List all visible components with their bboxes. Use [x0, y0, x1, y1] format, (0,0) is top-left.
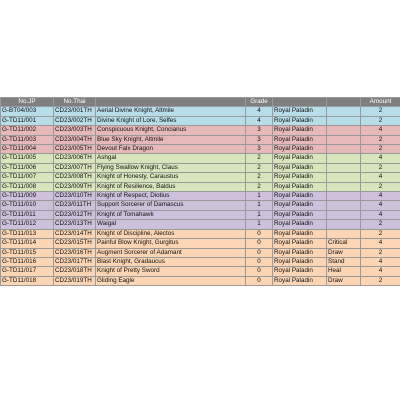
cell-amount: 2: [361, 116, 400, 125]
cell-no-jp: G-TD11/007: [1, 173, 54, 182]
header-no-thai: No.Thai: [54, 98, 96, 107]
cell-no-jp: G-TD11/008: [1, 182, 54, 191]
cell-no-thai: CD23/014TH: [54, 229, 96, 238]
cell-amount: 2: [361, 107, 400, 116]
table-row: [1, 239, 400, 248]
cell-grade: 2: [246, 154, 273, 163]
cell-no-jp: G-TD11/012: [1, 220, 54, 229]
cell-trigger: [327, 173, 361, 182]
cell-no-thai: CD23/009TH: [54, 182, 96, 191]
cell-no-jp: G-TD11/015: [1, 248, 54, 257]
cell-no-thai: CD23/010TH: [54, 192, 96, 201]
cell-no-thai: CD23/015TH: [54, 239, 96, 248]
cell-no-thai: CD23/001TH: [54, 107, 96, 116]
cell-no-thai: CD23/017TH: [54, 257, 96, 266]
cell-amount: 4: [361, 173, 400, 182]
cell-no-jp: G-TD11/006: [1, 163, 54, 172]
cell-amount: 4: [361, 154, 400, 163]
cell-card-name: Blast Knight, Gradaucus: [96, 257, 246, 266]
cell-amount: 4: [361, 201, 400, 210]
cell-no-thai: CD23/018TH: [54, 267, 96, 276]
cell-clan: Royal Paladin: [273, 257, 327, 266]
cell-no-thai: CD23/003TH: [54, 126, 96, 135]
cell-card-name: Knight of Discipline, Alectos: [96, 229, 246, 238]
cell-grade: 3: [246, 135, 273, 144]
cell-trigger: Critical: [327, 239, 361, 248]
cell-no-jp: G-TD11/014: [1, 239, 54, 248]
cell-grade: 1: [246, 201, 273, 210]
cell-no-thai: CD23/012TH: [54, 210, 96, 219]
cell-clan: Royal Paladin: [273, 267, 327, 276]
cell-grade: 0: [246, 257, 273, 266]
cell-no-thai: CD23/002TH: [54, 116, 96, 125]
cell-no-jp: G-TD11/001: [1, 116, 54, 125]
cell-grade: 0: [246, 239, 273, 248]
cell-card-name: Knight of Tomahawk: [96, 210, 246, 219]
header-grade: Grade: [246, 98, 273, 107]
cell-grade: 4: [246, 116, 273, 125]
cell-clan: Royal Paladin: [273, 145, 327, 154]
cell-trigger: Stand: [327, 257, 361, 266]
cell-clan: Royal Paladin: [273, 182, 327, 191]
cell-card-name: Knight of Respect, Diotius: [96, 192, 246, 201]
cell-card-name: Support Sorcerer of Damascus: [96, 201, 246, 210]
header-row: [1, 98, 400, 107]
cell-trigger: [327, 135, 361, 144]
cell-card-name: Augment Sorcerer of Adamant: [96, 248, 246, 257]
cell-no-thai: CD23/008TH: [54, 173, 96, 182]
table-row: [1, 248, 400, 257]
cell-clan: Royal Paladin: [273, 192, 327, 201]
table-row: [1, 210, 400, 219]
cell-no-jp: G-TD11/002: [1, 126, 54, 135]
cell-grade: 3: [246, 145, 273, 154]
cell-amount: 2: [361, 163, 400, 172]
cell-grade: 0: [246, 267, 273, 276]
cell-trigger: [327, 229, 361, 238]
cell-no-thai: CD23/011TH: [54, 201, 96, 210]
table-row: [1, 116, 400, 125]
cell-no-jp: G-TD11/005: [1, 154, 54, 163]
cell-trigger: [327, 154, 361, 163]
table-row: [1, 201, 400, 210]
cell-card-name: Gliding Eagle: [96, 276, 246, 285]
cell-no-jp: G-TD11/017: [1, 267, 54, 276]
table-row: [1, 192, 400, 201]
cell-amount: 2: [361, 248, 400, 257]
cell-amount: 4: [361, 126, 400, 135]
cell-grade: 0: [246, 229, 273, 238]
table-row: [1, 276, 400, 285]
cell-trigger: Draw: [327, 248, 361, 257]
cell-no-jp: G-TD11/011: [1, 210, 54, 219]
cell-card-name: Knight of Resilience, Baldus: [96, 182, 246, 191]
cell-card-name: Waigal: [96, 220, 246, 229]
cell-clan: Royal Paladin: [273, 116, 327, 125]
header-no-jp: No.JP: [1, 98, 54, 107]
cell-clan: Royal Paladin: [273, 126, 327, 135]
cell-amount: 2: [361, 145, 400, 154]
cell-grade: 3: [246, 126, 273, 135]
cell-amount: 2: [361, 135, 400, 144]
cell-grade: 1: [246, 210, 273, 219]
cell-trigger: [327, 145, 361, 154]
table-row: [1, 257, 400, 266]
cell-amount: 4: [361, 210, 400, 219]
header-amount: Amount: [361, 98, 400, 107]
cell-amount: 2: [361, 220, 400, 229]
card-list-table: [0, 97, 400, 286]
cell-trigger: [327, 163, 361, 172]
cell-no-jp: G-TD11/009: [1, 192, 54, 201]
cell-trigger: Draw: [327, 276, 361, 285]
table-row: [1, 163, 400, 172]
cell-grade: 2: [246, 163, 273, 172]
cell-no-thai: CD23/005TH: [54, 145, 96, 154]
cell-clan: Royal Paladin: [273, 210, 327, 219]
cell-card-name: Devout Falx Dragon: [96, 145, 246, 154]
cell-trigger: [327, 220, 361, 229]
cell-clan: Royal Paladin: [273, 201, 327, 210]
cell-grade: 1: [246, 220, 273, 229]
cell-grade: 2: [246, 182, 273, 191]
table-row: [1, 229, 400, 238]
table-row: [1, 145, 400, 154]
header-trigger: [327, 98, 361, 107]
cell-trigger: [327, 192, 361, 201]
cell-no-jp: G-BT04/003: [1, 107, 54, 116]
cell-card-name: Conspicuous Knight, Concianus: [96, 126, 246, 135]
cell-trigger: [327, 201, 361, 210]
cell-grade: 0: [246, 248, 273, 257]
cell-card-name: Aerial Divine Knight, Altmile: [96, 107, 246, 116]
cell-grade: 0: [246, 276, 273, 285]
cell-card-name: Blue Sky Knight, Altmile: [96, 135, 246, 144]
cell-clan: Royal Paladin: [273, 248, 327, 257]
table-row: [1, 173, 400, 182]
cell-clan: Royal Paladin: [273, 173, 327, 182]
cell-clan: Royal Paladin: [273, 135, 327, 144]
cell-no-thai: CD23/006TH: [54, 154, 96, 163]
cell-no-thai: CD23/004TH: [54, 135, 96, 144]
header-name: [96, 98, 246, 107]
cell-clan: Royal Paladin: [273, 107, 327, 116]
cell-grade: 1: [246, 192, 273, 201]
cell-card-name: Ashgal: [96, 154, 246, 163]
header-clan: [273, 98, 327, 107]
table-row: [1, 126, 400, 135]
cell-trigger: [327, 126, 361, 135]
cell-trigger: [327, 107, 361, 116]
cell-clan: Royal Paladin: [273, 154, 327, 163]
cell-clan: Royal Paladin: [273, 163, 327, 172]
cell-no-jp: G-TD11/018: [1, 276, 54, 285]
table-row: [1, 220, 400, 229]
cell-no-thai: CD23/016TH: [54, 248, 96, 257]
cell-no-jp: G-TD11/013: [1, 229, 54, 238]
cell-card-name: Knight of Honesty, Caraustus: [96, 173, 246, 182]
cell-amount: 2: [361, 276, 400, 285]
cell-no-jp: G-TD11/016: [1, 257, 54, 266]
cell-no-thai: CD23/007TH: [54, 163, 96, 172]
card-rows: [1, 107, 400, 286]
cell-amount: 4: [361, 239, 400, 248]
cell-card-name: Knight of Pretty Sword: [96, 267, 246, 276]
cell-card-name: Divine Knight of Lore, Selfes: [96, 116, 246, 125]
cell-no-jp: G-TD11/003: [1, 135, 54, 144]
card-list-sheet: [0, 97, 400, 286]
table-row: [1, 135, 400, 144]
cell-clan: Royal Paladin: [273, 220, 327, 229]
cell-no-jp: G-TD11/004: [1, 145, 54, 154]
cell-trigger: [327, 210, 361, 219]
cell-no-thai: CD23/013TH: [54, 220, 96, 229]
cell-clan: Royal Paladin: [273, 239, 327, 248]
table-row: [1, 154, 400, 163]
table-row: [1, 182, 400, 191]
cell-amount: 4: [361, 192, 400, 201]
cell-no-jp: G-TD11/010: [1, 201, 54, 210]
cell-trigger: Heal: [327, 267, 361, 276]
cell-amount: 4: [361, 257, 400, 266]
cell-card-name: Flying Swallow Knight, Claus: [96, 163, 246, 172]
cell-no-thai: CD23/019TH: [54, 276, 96, 285]
table-row: [1, 107, 400, 116]
cell-trigger: [327, 116, 361, 125]
cell-trigger: [327, 182, 361, 191]
cell-amount: 2: [361, 182, 400, 191]
cell-clan: Royal Paladin: [273, 276, 327, 285]
cell-amount: 4: [361, 267, 400, 276]
cell-card-name: Painful Blow Knight, Gurgitus: [96, 239, 246, 248]
cell-grade: 2: [246, 173, 273, 182]
cell-amount: 2: [361, 229, 400, 238]
table-row: [1, 267, 400, 276]
cell-clan: Royal Paladin: [273, 229, 327, 238]
cell-grade: 4: [246, 107, 273, 116]
